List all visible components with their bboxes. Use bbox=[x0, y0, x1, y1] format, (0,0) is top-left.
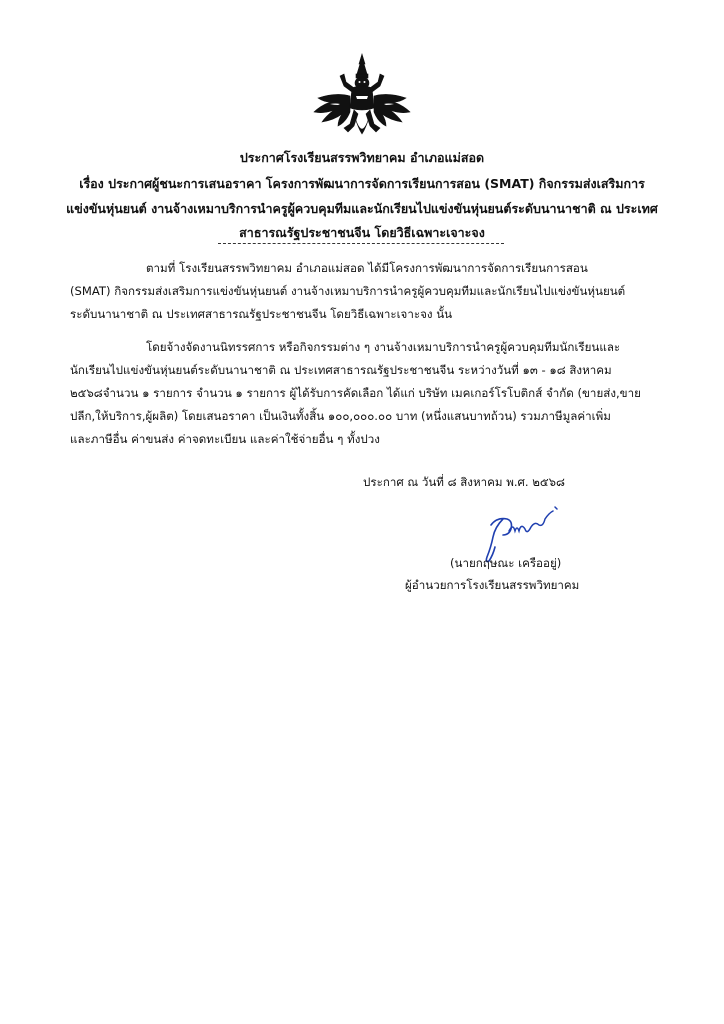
paragraph-1-line-2: (SMAT) กิจกรรมส่งเสริมการแข่งขันหุ่นยนต์ งานจ้างเหมาบริการนำครูผู้ควบคุมทีมและนักเรียนไปแข่งขันหุ่นยนต์ bbox=[70, 284, 626, 298]
signer-name: (นายกฤษณะ เครืออยู่) bbox=[450, 556, 562, 570]
paragraph-1-line-3: ระดับนานาชาติ ณ ประเทศสาธารณรัฐประชาชนจีน โดยวิธีเฉพาะเจาะจง นั้น bbox=[70, 307, 453, 321]
school-announcement-heading: ประกาศโรงเรียนสรรพวิทยาคม อำเภอแม่สอด bbox=[239, 150, 485, 165]
paragraph-1-line-1: ตามที่ โรงเรียนสรรพวิทยาคม อำเภอแม่สอด ได้มีโครงการพัฒนาการจัดการเรียนการสอน bbox=[146, 261, 588, 275]
paragraph-2-line-3: ๒๕๖๘จำนวน ๑ รายการ จำนวน ๑ รายการ ผู้ได้รับการคัดเลือก ได้แก่ บริษัท เมคเกอร์โรโบติกส์ จำกัด (ขายส่ง,ขาย bbox=[70, 386, 641, 400]
header-divider bbox=[218, 243, 504, 244]
paragraph-2-line-2: นักเรียนไปแข่งขันหุ่นยนต์ระดับนานาชาติ ณ ประเทศสาธารณรัฐประชาชนจีน ระหว่างวันที่ ๑๓ - ๑๘ สิงหาคม bbox=[70, 363, 612, 377]
paragraph-2-line-1: โดยจ้างจัดงานนิทรรศการ หรือกิจกรรมต่าง ๆ งานจ้างเหมาบริการนำครูผู้ควบคุมทีมนักเรียนและ bbox=[146, 340, 621, 354]
paragraph-2-line-5: และภาษีอื่น ค่าขนส่ง ค่าจดทะเบียน และค่าใช้จ่ายอื่น ๆ ทั้งปวง bbox=[70, 432, 380, 446]
paragraph-2-line-4: ปลีก,ให้บริการ,ผู้ผลิต) โดยเสนอราคา เป็นเงินทั้งสิ้น ๑๐๐,๐๐๐.๐๐ บาท (หนึ่งแสนบาทถ้วน) รวมภาษีมูลค่าเพิ่ม bbox=[70, 409, 611, 423]
subject-line-2: แข่งขันหุ่นยนต์ งานจ้างเหมาบริการนำครูผู้ควบคุมทีมและนักเรียนไปแข่งขันหุ่นยนต์ระดับนานาชาติ ณ ประเทศ bbox=[66, 201, 658, 216]
garuda-emblem-icon bbox=[310, 52, 414, 148]
signer-position: ผู้อำนวยการโรงเรียนสรรพวิทยาคม bbox=[405, 578, 580, 592]
announcement-date: ประกาศ ณ วันที่ ๘ สิงหาคม พ.ศ. ๒๕๖๘ bbox=[363, 475, 565, 489]
subject-line-3: สาธารณรัฐประชาชนจีน โดยวิธีเฉพาะเจาะจง bbox=[239, 225, 485, 240]
subject-line-1: เรื่อง ประกาศผู้ชนะการเสนอราคา โครงการพัฒนาการจัดการเรียนการสอน (SMAT) กิจกรรมส่งเสริมการ bbox=[79, 176, 645, 191]
